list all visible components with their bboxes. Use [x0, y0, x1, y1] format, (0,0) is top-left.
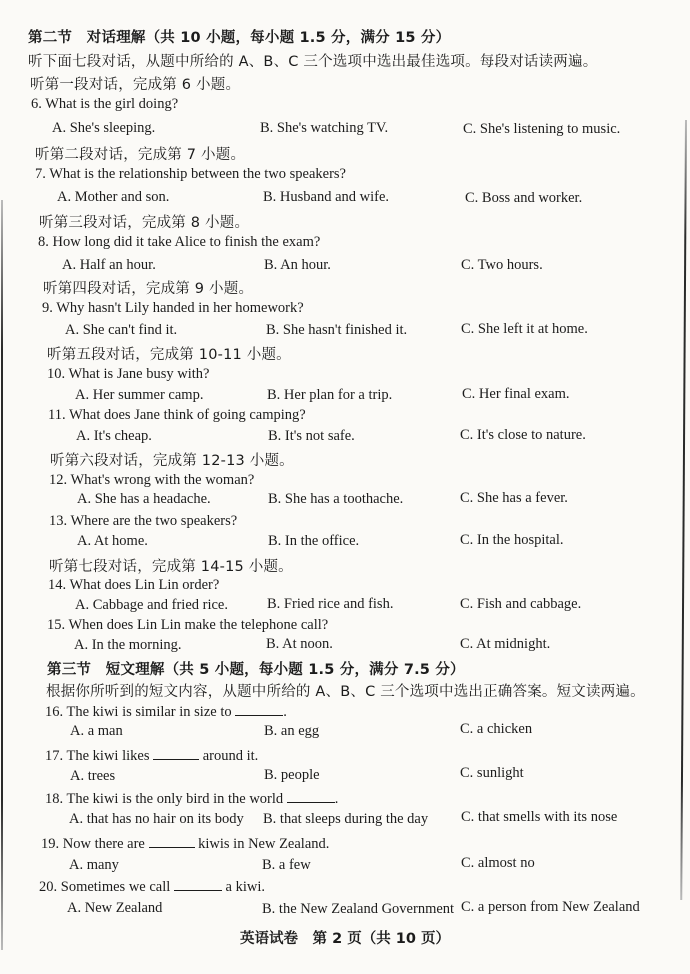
q14-option-c[interactable]: C. Fish and cabbage. — [460, 596, 582, 612]
q14-option-b[interactable]: B. Fried rice and fish. — [267, 596, 394, 612]
q10-option-b[interactable]: B. Her plan for a trip. — [267, 387, 393, 403]
question-8: 8. How long did it take Alice to finish the exam? — [38, 234, 321, 250]
section3-instruction: 根据你所听到的短文内容，从题中所给的 A、B、C 三个选项中选出正确答案。短文读两遍。 — [46, 684, 645, 700]
answer-blank — [287, 790, 335, 803]
group-prompt-7: 听第七段对话，完成第 14-15 小题。 — [49, 559, 293, 575]
q15-option-a[interactable]: A. In the morning. — [74, 637, 182, 653]
question-15: 15. When does Lin Lin make the telephone call? — [47, 617, 329, 633]
q12-option-c[interactable]: C. She has a fever. — [460, 490, 568, 506]
question-11: 11. What does Jane think of going camping? — [48, 407, 306, 423]
question-6: 6. What is the girl doing? — [31, 96, 179, 112]
q19-option-c[interactable]: C. almost no — [461, 855, 535, 871]
q20-option-c[interactable]: C. a person from New Zealand — [461, 899, 640, 915]
section2-title: 第二节 对话理解（共 10 小题，每小题 1.5 分，满分 15 分） — [28, 30, 451, 46]
q12-option-b[interactable]: B. She has a toothache. — [268, 491, 404, 507]
q13-option-c[interactable]: C. In the hospital. — [460, 532, 564, 548]
q20-option-b[interactable]: B. the New Zealand Government — [262, 901, 455, 917]
question-18: 18. The kiwi is the only bird in the world . — [45, 791, 339, 807]
q18-option-c[interactable]: C. that smells with its nose — [461, 809, 618, 825]
q16-option-a[interactable]: A. a man — [70, 723, 123, 739]
q7-option-c[interactable]: C. Boss and worker. — [465, 190, 583, 206]
q9-option-b[interactable]: B. She hasn't finished it. — [266, 322, 408, 338]
q20-option-a[interactable]: A. New Zealand — [67, 900, 163, 916]
answer-blank — [153, 747, 199, 760]
question-19: 19. Now there are kiwis in New Zealand. — [41, 836, 330, 852]
q14-option-a[interactable]: A. Cabbage and fried rice. — [75, 597, 228, 613]
q8-option-b[interactable]: B. An hour. — [264, 257, 331, 273]
q9-option-c[interactable]: C. She left it at home. — [461, 321, 588, 337]
q19-option-b[interactable]: B. a few — [262, 857, 311, 873]
group-prompt-6: 听第六段对话，完成第 12-13 小题。 — [50, 453, 294, 469]
q10-option-c[interactable]: C. Her final exam. — [462, 386, 570, 402]
q11-option-b[interactable]: B. It's not safe. — [268, 428, 355, 444]
question-16: 16. The kiwi is similar in size to . — [45, 704, 287, 720]
question-17: 17. The kiwi likes around it. — [45, 748, 259, 764]
question-9: 9. Why hasn't Lily handed in her homework? — [42, 300, 304, 316]
q9-option-a[interactable]: A. She can't find it. — [65, 322, 178, 338]
question-14: 14. What does Lin Lin order? — [48, 577, 220, 593]
group-prompt-4: 听第四段对话，完成第 9 小题。 — [43, 281, 254, 297]
q8-option-a[interactable]: A. Half an hour. — [62, 257, 156, 273]
answer-blank — [235, 703, 283, 716]
page-edge-left — [1, 200, 3, 950]
group-prompt-1: 听第一段对话，完成第 6 小题。 — [30, 77, 241, 93]
answer-blank — [149, 835, 195, 848]
q12-option-a[interactable]: A. She has a headache. — [77, 491, 211, 507]
q15-option-b[interactable]: B. At noon. — [266, 636, 333, 652]
question-13: 13. Where are the two speakers? — [49, 513, 238, 529]
q6-option-c[interactable]: C. She's listening to music. — [463, 121, 621, 137]
q16-option-b[interactable]: B. an egg — [264, 723, 320, 739]
q13-option-b[interactable]: B. In the office. — [268, 533, 360, 549]
q19-option-a[interactable]: A. many — [69, 857, 119, 873]
q17-option-b[interactable]: B. people — [264, 767, 320, 783]
q10-option-a[interactable]: A. Her summer camp. — [75, 387, 204, 403]
q17-option-a[interactable]: A. trees — [70, 768, 116, 784]
q15-option-c[interactable]: C. At midnight. — [460, 636, 551, 652]
q6-option-a[interactable]: A. She's sleeping. — [52, 120, 156, 136]
q11-option-a[interactable]: A. It's cheap. — [76, 428, 152, 444]
answer-blank — [174, 878, 222, 891]
q6-option-b[interactable]: B. She's watching TV. — [260, 120, 389, 136]
q18-option-a[interactable]: A. that has no hair on its body — [69, 811, 244, 827]
page-footer: 英语试卷 第 2 页（共 10 页） — [240, 931, 450, 947]
q7-option-b[interactable]: B. Husband and wife. — [263, 189, 390, 205]
q7-option-a[interactable]: A. Mother and son. — [57, 189, 170, 205]
q8-option-c[interactable]: C. Two hours. — [461, 257, 543, 273]
q13-option-a[interactable]: A. At home. — [77, 533, 148, 549]
group-prompt-2: 听第二段对话，完成第 7 小题。 — [35, 147, 246, 163]
question-7: 7. What is the relationship between the two speakers? — [35, 166, 346, 182]
q18-option-b[interactable]: B. that sleeps during the day — [263, 811, 429, 827]
section2-instruction: 听下面七段对话，从题中所给的 A、B、C 三个选项中选出最佳选项。每段对话读两遍。 — [28, 54, 598, 70]
question-12: 12. What's wrong with the woman? — [49, 472, 255, 488]
q16-option-c[interactable]: C. a chicken — [460, 721, 533, 737]
section3-title: 第三节 短文理解（共 5 小题，每小题 1.5 分，满分 7.5 分） — [47, 662, 465, 678]
page-edge-right — [680, 120, 687, 900]
question-10: 10. What is Jane busy with? — [47, 366, 210, 382]
group-prompt-3: 听第三段对话，完成第 8 小题。 — [39, 215, 250, 231]
q17-option-c[interactable]: C. sunlight — [460, 765, 524, 781]
question-20: 20. Sometimes we call a kiwi. — [39, 879, 265, 895]
group-prompt-5: 听第五段对话，完成第 10-11 小题。 — [47, 347, 291, 363]
q11-option-c[interactable]: C. It's close to nature. — [460, 427, 586, 443]
